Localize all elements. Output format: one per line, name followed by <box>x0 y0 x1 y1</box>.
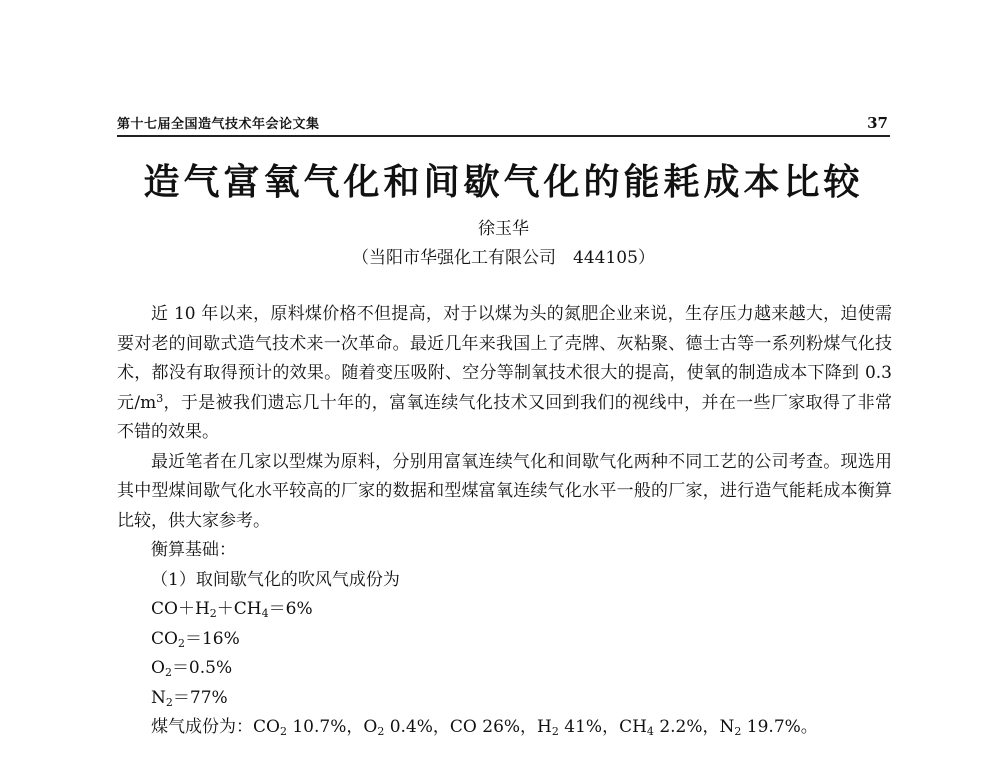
formula-combustibles: $CO+H_2+CH_4=6\%$ <box>151 599 313 620</box>
calculation-basis: 衡算基础： <box>151 540 236 560</box>
list-item-1: （1）取间歇气化的吹风气成份为 <box>151 569 400 590</box>
page-number: 37 <box>867 114 888 132</box>
journal-name: 第十七届全国造气技术年会论文集 <box>117 117 320 132</box>
formula-o2: $O_2=0.5\%$ <box>151 658 233 679</box>
formula-n2: $N_2=77\%$ <box>151 687 228 709</box>
formula-co2: $CO_2=16\%$ <box>151 628 240 650</box>
gas-composition: 煤气成份为：$CO_2$ 10.7%，$O_2$ 0.4%，CO 26%，$H_2$ 41%，$CH_4$ 2.2%，$N_2$ 19.7%。 <box>151 717 818 738</box>
body-text <box>117 300 892 743</box>
running-header <box>117 111 890 137</box>
author-name: 徐玉华 <box>478 219 529 239</box>
author-affiliation: （当阳市华强化工有限公司 444105） <box>352 248 655 268</box>
paragraph-1: 近 10 年以来，原料煤价格不但提高，对于以煤为头的氮肥企业来说，生存压力越来越大，迫使需要对老的间歇式造气技术来一次革命。最近几年来我国上了壳牌、灰粘聚、德士古等一系列粉煤气化技术，都没有取得预计的效果。随着变压吸附、空分等制氧技术很大的提高，使氧的制造成本下降到 0.3 元$/m^3$，于是被我们遗忘几十年的，富氧连续气化技术又回到我们的视线中，并在一些厂家取得了非常不错的效果。 <box>117 304 892 442</box>
paragraph-2: 最近笔者在几家以型煤为原料，分别用富氧连续气化和间歇气化两种不同工艺的公司考查。现选用其中型煤间歇气化水平较高的厂家的数据和型煤富氧连续气化水平一般的厂家，进行造气能耗成本衡算比较，供大家参考。 <box>117 451 892 531</box>
paper-title: 造气富氧气化和间歇气化的能耗成本比较 <box>143 161 864 203</box>
